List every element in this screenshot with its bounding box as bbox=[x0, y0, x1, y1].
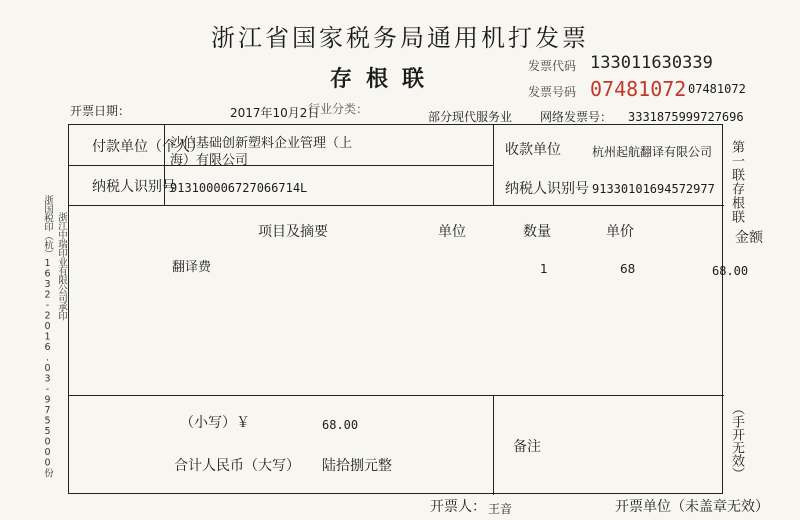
industry: 部分现代服务业 bbox=[428, 110, 513, 124]
total-big-label: 合计人民币（大写） bbox=[174, 458, 300, 474]
issuer-unit-label: 开票单位（未盖章无效） bbox=[615, 499, 769, 515]
payer-name-line2: 海）有限公司 bbox=[170, 153, 249, 168]
invoice-code-label: 发票代码 bbox=[528, 59, 577, 73]
payer-name-label: 付款单位（个人） bbox=[92, 139, 204, 155]
invoice-title: 浙江省国家税务局通用机打发票 bbox=[211, 24, 589, 52]
payer-tax-id: 913100006727066714L bbox=[170, 181, 308, 195]
drawer-name: 王音 bbox=[488, 502, 513, 516]
payee-name: 杭州起航翻译有限公司 bbox=[592, 145, 713, 159]
network-no-label: 网络发票号： bbox=[540, 110, 613, 124]
payee-tax-id: 91330101694572977 bbox=[592, 182, 715, 196]
col-unit-header: 单位 bbox=[438, 224, 466, 240]
divider bbox=[69, 205, 724, 206]
print-info-2: 浙江中瑞印业有限公司承印 bbox=[56, 212, 67, 320]
divider bbox=[493, 125, 494, 205]
remark-label: 备注 bbox=[513, 439, 541, 455]
handwritten-invalid-note: （手开无效） bbox=[729, 402, 744, 480]
col-amount-header: 金额 bbox=[735, 230, 763, 246]
invoice-number-label: 发票号码 bbox=[528, 85, 577, 99]
col-price-header: 单价 bbox=[606, 224, 634, 240]
invoice-code: 133011630339 bbox=[590, 53, 713, 73]
payee-tax-label: 纳税人识别号 bbox=[505, 181, 589, 197]
network-no: 3331875999727696 bbox=[628, 110, 744, 124]
print-info-1: 浙国税印（杭）1632-2016.03-9755000份 bbox=[42, 195, 53, 477]
drawer-label: 开票人： bbox=[430, 499, 486, 515]
invoice-number-red: 07481072 bbox=[590, 77, 687, 101]
payer-name-line1: 沙伯基础创新塑料企业管理（上 bbox=[170, 136, 353, 151]
item-amount: 68.00 bbox=[712, 264, 749, 278]
item-qty: 1 bbox=[540, 262, 548, 276]
industry-overprint: 行业分类： bbox=[308, 102, 369, 116]
divider bbox=[493, 395, 494, 495]
copy-note: 第一联存根联 bbox=[729, 140, 744, 224]
divider bbox=[69, 395, 724, 396]
payee-name-label: 收款单位 bbox=[505, 142, 561, 158]
issue-date: 2017年10月2日 bbox=[230, 106, 320, 120]
invoice-number-print: 07481072 bbox=[688, 82, 746, 96]
total-big-value: 陆拾捌元整 bbox=[322, 458, 392, 474]
col-qty-header: 数量 bbox=[523, 224, 551, 240]
payer-tax-label: 纳税人识别号 bbox=[92, 179, 176, 195]
col-item-header: 项目及摘要 bbox=[258, 224, 328, 240]
divider bbox=[69, 165, 493, 166]
total-small-label: （小写）￥ bbox=[180, 415, 250, 431]
item-price: 68 bbox=[620, 262, 636, 276]
copy-title: 存根联 bbox=[330, 66, 439, 92]
total-small-value: 68.00 bbox=[322, 418, 359, 432]
issue-date-label: 开票日期： bbox=[70, 104, 131, 118]
item-name: 翻译费 bbox=[172, 260, 212, 275]
